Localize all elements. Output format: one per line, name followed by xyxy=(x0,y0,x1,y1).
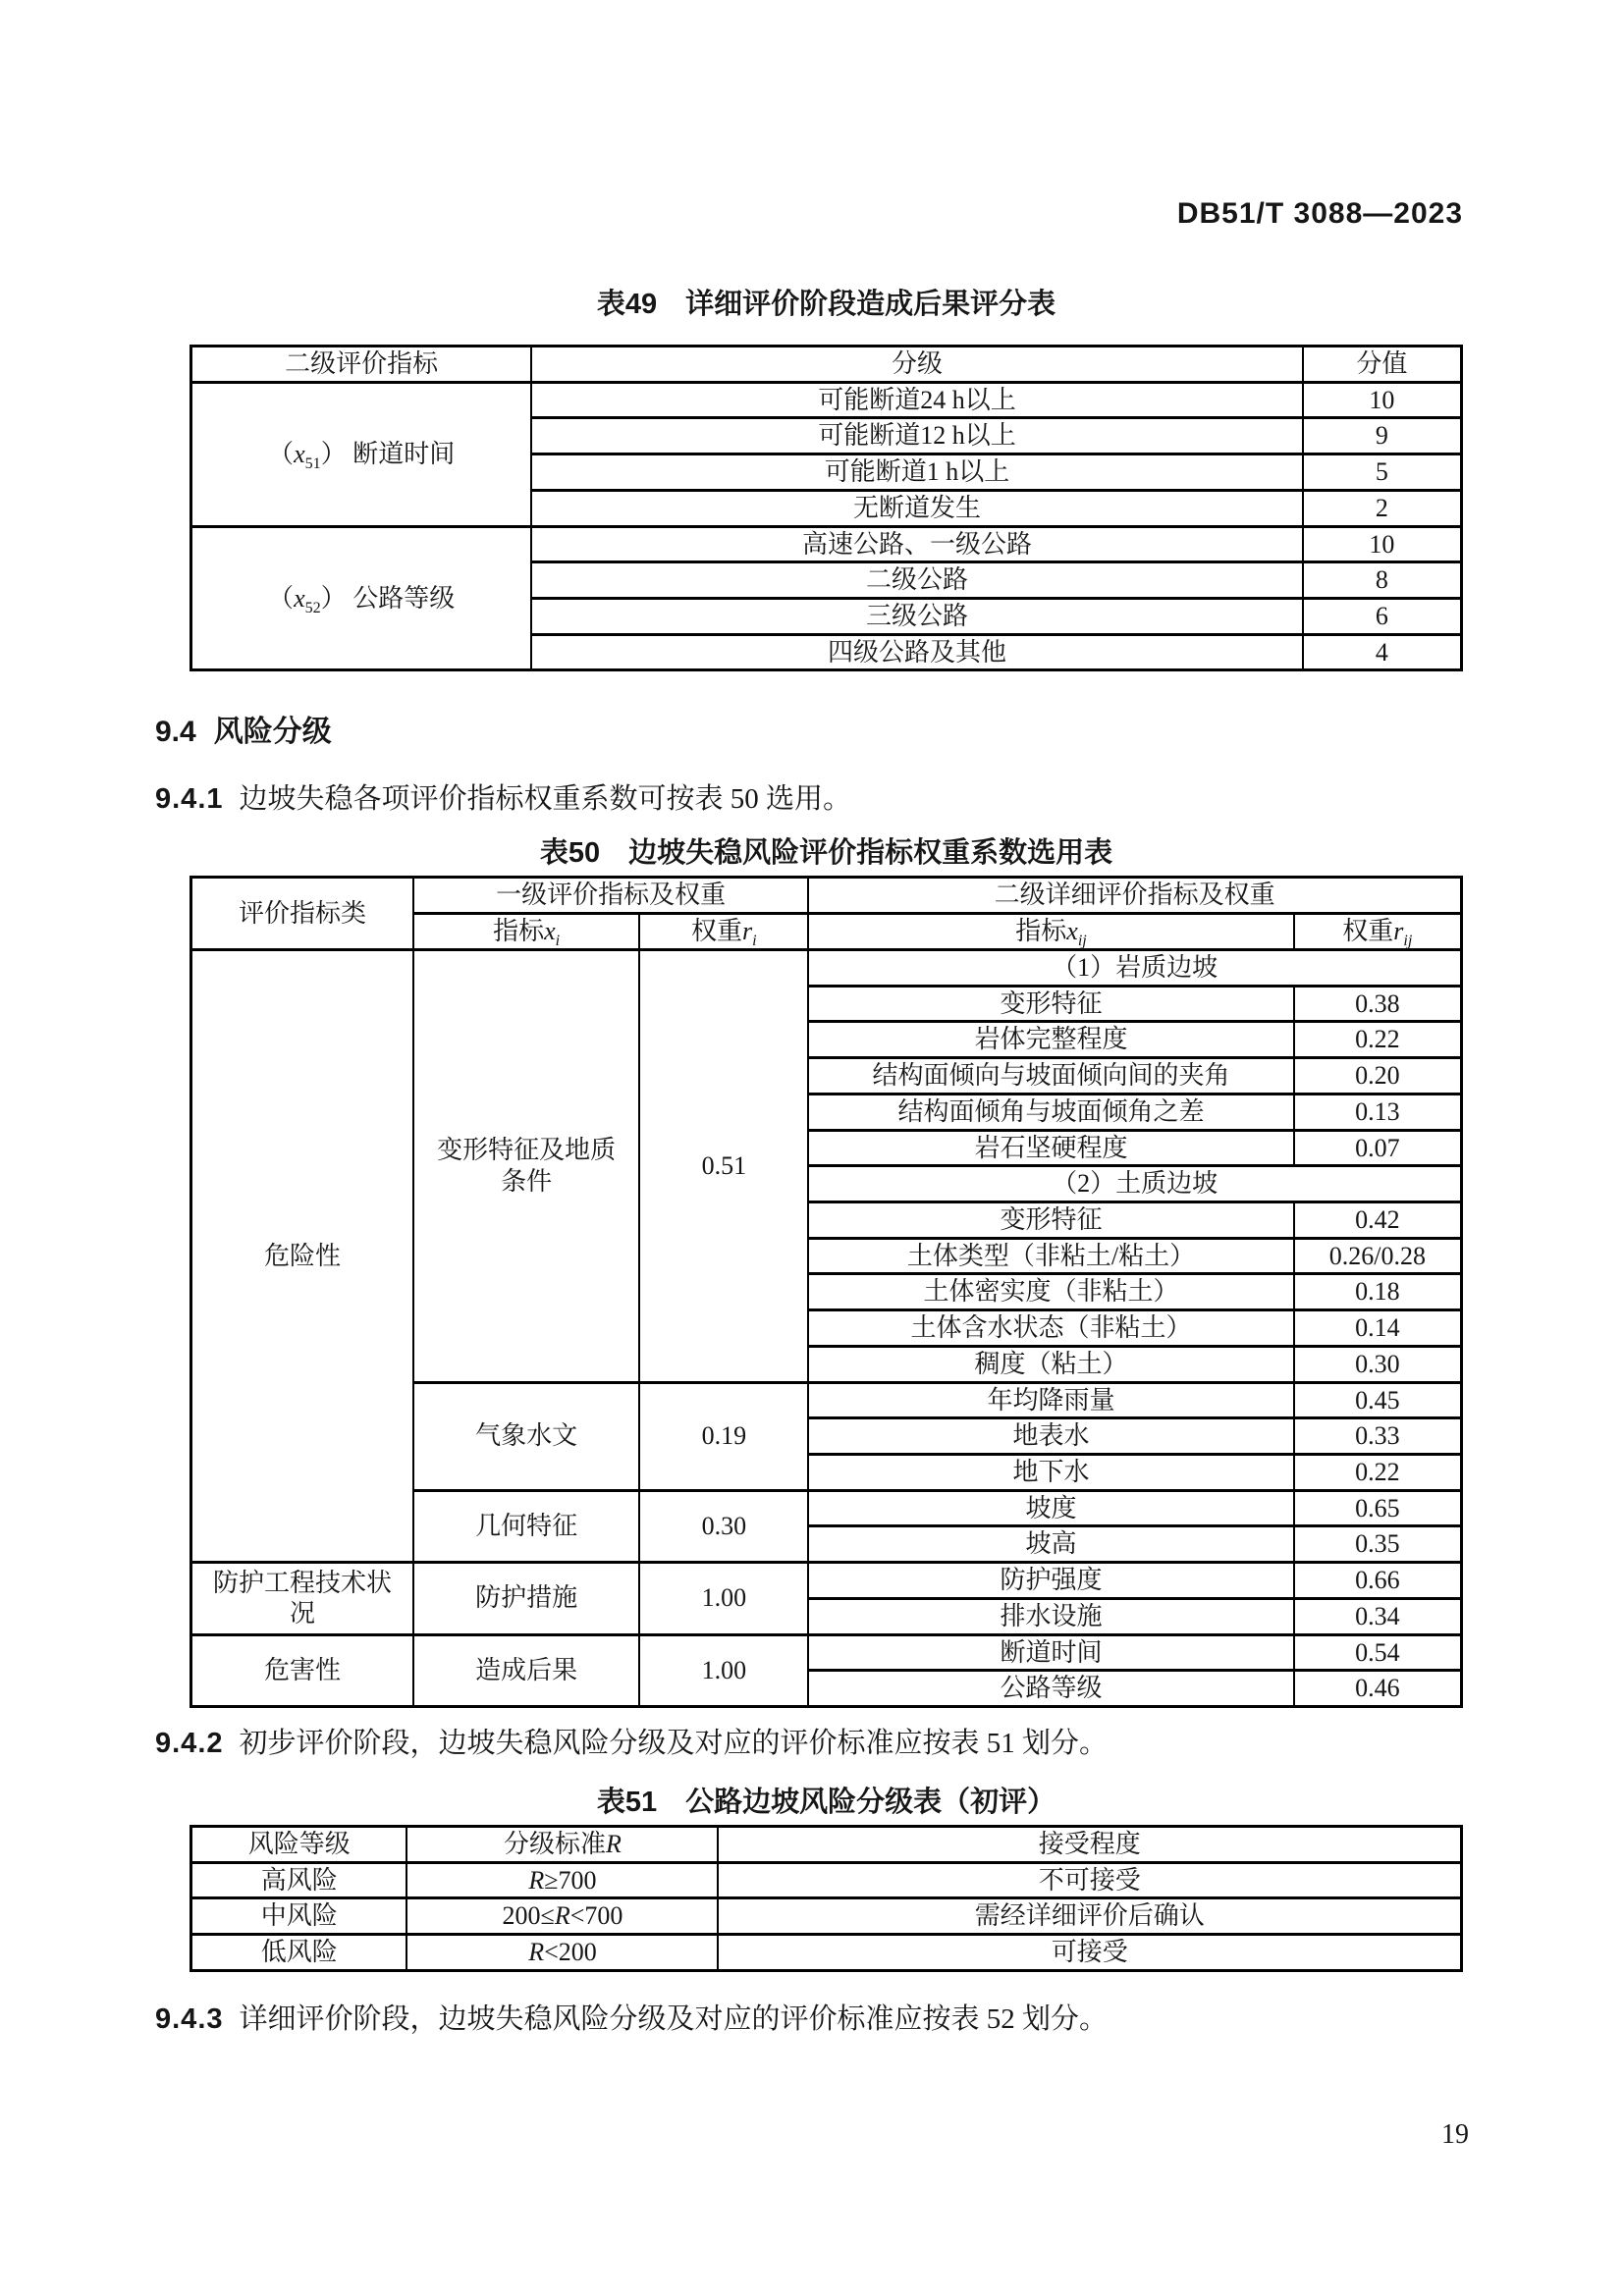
secondary-weight-cell: 0.33 xyxy=(1294,1418,1462,1455)
table-row xyxy=(191,526,1462,562)
score-cell: 8 xyxy=(1303,562,1462,599)
slope-type-span-cell: （2）土质边坡 xyxy=(808,1166,1461,1202)
header-sub: ij xyxy=(1077,933,1087,950)
secondary-indicator-cell: 土体类型（非粘土/粘土） xyxy=(808,1238,1293,1274)
score-cell: 4 xyxy=(1303,634,1462,670)
criterion-var: R xyxy=(528,1938,545,1967)
clause-text: 详细评价阶段，边坡失稳风险分级及对应的评价标准应按表 52 划分。 xyxy=(239,2002,1109,2035)
secondary-weight-cell: 0.30 xyxy=(1294,1346,1462,1382)
doc-code: DB51/T 3088—2023 xyxy=(1176,197,1463,230)
acceptance-cell: 需经详细评价后确认 xyxy=(718,1898,1461,1935)
header-var: r xyxy=(742,917,753,946)
table-row xyxy=(191,1862,1462,1898)
secondary-weight-cell: 0.45 xyxy=(1294,1382,1462,1418)
table-row xyxy=(191,1898,1462,1935)
grade-cell: 可能断道24 h以上 xyxy=(531,382,1302,418)
secondary-indicator-cell: 岩石坚硬程度 xyxy=(808,1130,1293,1166)
indicator-post: ） 公路等级 xyxy=(320,583,456,613)
section-title: 风险分级 xyxy=(213,716,332,749)
score-cell: 9 xyxy=(1303,418,1462,454)
secondary-weight-cell: 0.65 xyxy=(1294,1490,1462,1526)
secondary-weight-cell: 0.35 xyxy=(1294,1526,1462,1563)
table-row xyxy=(191,1563,1462,1599)
acceptance-cell: 不可接受 xyxy=(718,1862,1461,1898)
grade-cell: 三级公路 xyxy=(531,599,1302,635)
secondary-weight-cell: 0.22 xyxy=(1294,1022,1462,1058)
table50-title: 表50 边坡失稳风险评价指标权重系数选用表 xyxy=(539,837,1113,870)
table49-header-grade: 分级 xyxy=(531,347,1302,383)
table49 xyxy=(189,345,1463,671)
grade-cell: 无断道发生 xyxy=(531,490,1302,526)
indicator-var: x xyxy=(294,439,305,468)
grade-cell: 二级公路 xyxy=(531,562,1302,599)
secondary-indicator-cell: 变形特征 xyxy=(808,986,1293,1022)
criterion-var: R xyxy=(606,1830,622,1858)
score-cell: 5 xyxy=(1303,454,1462,491)
secondary-weight-cell: 0.22 xyxy=(1294,1454,1462,1490)
table50-header-primary-group: 一级评价指标及权重 xyxy=(413,878,808,914)
table50-header-secondary-group: 二级详细评价指标及权重 xyxy=(808,878,1461,914)
indicator-sub: 52 xyxy=(304,599,321,616)
risk-level-cell: 低风险 xyxy=(191,1935,407,1971)
secondary-weight-cell: 0.54 xyxy=(1294,1634,1462,1671)
criterion-cell xyxy=(406,1862,718,1898)
clause-text: 初步评价阶段，边坡失稳风险分级及对应的评价标准应按表 51 划分。 xyxy=(239,1728,1109,1759)
table-row xyxy=(191,949,1462,986)
secondary-indicator-cell: 岩体完整程度 xyxy=(808,1022,1293,1058)
secondary-indicator-cell: 断道时间 xyxy=(808,1634,1293,1671)
table51-header-level: 风险等级 xyxy=(191,1827,407,1863)
secondary-weight-cell: 0.07 xyxy=(1294,1130,1462,1166)
primary-indicator-cell: 防护措施 xyxy=(413,1563,639,1634)
header-sub: i xyxy=(752,933,757,950)
header-var: x xyxy=(1066,917,1078,946)
secondary-indicator-cell: 土体含水状态（非粘土） xyxy=(808,1310,1293,1347)
table50 xyxy=(189,876,1463,1708)
criterion-post: <700 xyxy=(569,1901,623,1931)
criterion-var: R xyxy=(528,1865,545,1895)
header-label: 指标 xyxy=(1015,917,1067,946)
criterion-cell xyxy=(406,1935,718,1971)
secondary-indicator-cell: 坡高 xyxy=(808,1526,1293,1563)
slope-type-span-cell: （1）岩质边坡 xyxy=(808,949,1461,986)
secondary-weight-cell: 0.18 xyxy=(1294,1274,1462,1310)
criterion-cell xyxy=(406,1898,718,1935)
clause-number: 9.4.1 xyxy=(155,783,224,816)
header-label: 权重 xyxy=(691,917,743,946)
primary-indicator-cell: 几何特征 xyxy=(413,1490,639,1562)
table49-header-score: 分值 xyxy=(1303,347,1462,383)
indicator-cell xyxy=(191,526,532,670)
table50-header-primary-indicator xyxy=(413,914,639,950)
secondary-weight-cell: 0.13 xyxy=(1294,1094,1462,1130)
table49-title: 表49 详细评价阶段造成后果评分表 xyxy=(596,289,1056,320)
criterion-label: 分级标准 xyxy=(504,1830,607,1858)
category-cell: 危险性 xyxy=(191,949,413,1562)
header-sub: i xyxy=(555,933,561,950)
clause-9-4-1 xyxy=(155,781,1463,817)
criterion-var: R xyxy=(554,1901,570,1931)
score-cell: 10 xyxy=(1303,526,1462,562)
secondary-indicator-cell: 防护强度 xyxy=(808,1563,1293,1599)
secondary-indicator-cell: 结构面倾角与坡面倾角之差 xyxy=(808,1094,1293,1130)
score-cell: 6 xyxy=(1303,599,1462,635)
secondary-indicator-cell: 变形特征 xyxy=(808,1201,1293,1238)
table51-header-acceptance: 接受程度 xyxy=(718,1827,1461,1863)
table50-header-category: 评价指标类 xyxy=(191,878,413,949)
header-var: r xyxy=(1393,917,1404,946)
primary-weight-cell: 0.30 xyxy=(639,1490,808,1562)
clause-text: 边坡失稳各项评价指标权重系数可按表 50 选用。 xyxy=(239,783,852,816)
score-cell: 2 xyxy=(1303,490,1462,526)
secondary-weight-cell: 0.14 xyxy=(1294,1310,1462,1347)
clause-number: 9.4.3 xyxy=(155,2002,224,2035)
category-cell: 防护工程技术状况 xyxy=(191,1563,413,1634)
header-label: 指标 xyxy=(493,917,545,946)
score-cell: 10 xyxy=(1303,382,1462,418)
table51-header-criterion xyxy=(406,1827,718,1863)
primary-weight-cell: 0.51 xyxy=(639,949,808,1382)
table50-header-secondary-weight xyxy=(1294,914,1462,950)
primary-indicator-cell: 变形特征及地质条件 xyxy=(413,949,639,1382)
grade-cell: 高速公路、一级公路 xyxy=(531,526,1302,562)
secondary-weight-cell: 0.46 xyxy=(1294,1671,1462,1707)
table50-header-secondary-indicator xyxy=(808,914,1293,950)
table51-header-row xyxy=(191,1827,1462,1863)
primary-weight-cell: 1.00 xyxy=(639,1634,808,1706)
secondary-weight-cell: 0.20 xyxy=(1294,1058,1462,1095)
secondary-indicator-cell: 坡度 xyxy=(808,1490,1293,1526)
indicator-post: ） 断道时间 xyxy=(320,439,456,468)
secondary-weight-cell: 0.42 xyxy=(1294,1201,1462,1238)
header-sub: ij xyxy=(1403,933,1413,950)
secondary-indicator-cell: 排水设施 xyxy=(808,1598,1293,1634)
clause-number: 9.4.2 xyxy=(155,1728,224,1759)
clause-9-4-2 xyxy=(155,1726,1463,1761)
secondary-indicator-cell: 公路等级 xyxy=(808,1671,1293,1707)
table50-header-row-1 xyxy=(191,878,1462,914)
grade-cell: 可能断道1 h以上 xyxy=(531,454,1302,491)
table50-header-primary-weight xyxy=(639,914,808,950)
table49-header-row xyxy=(191,347,1462,383)
category-cell: 危害性 xyxy=(191,1634,413,1706)
header-var: x xyxy=(544,917,556,946)
grade-cell: 四级公路及其他 xyxy=(531,634,1302,670)
indicator-pre: （ xyxy=(268,583,295,613)
indicator-var: x xyxy=(294,583,305,613)
primary-weight-cell: 0.19 xyxy=(639,1382,808,1490)
criterion-post: ≥700 xyxy=(544,1865,597,1895)
header-label: 权重 xyxy=(1342,917,1394,946)
risk-level-cell: 中风险 xyxy=(191,1898,407,1935)
table-row xyxy=(191,382,1462,418)
secondary-weight-cell: 0.66 xyxy=(1294,1563,1462,1599)
primary-indicator-cell: 气象水文 xyxy=(413,1382,639,1490)
secondary-weight-cell: 0.26/0.28 xyxy=(1294,1238,1462,1274)
page-number: 19 xyxy=(1441,2119,1469,2150)
acceptance-cell: 可接受 xyxy=(718,1935,1461,1971)
grade-cell: 可能断道12 h以上 xyxy=(531,418,1302,454)
secondary-indicator-cell: 土体密实度（非粘土） xyxy=(808,1274,1293,1310)
secondary-indicator-cell: 稠度（粘土） xyxy=(808,1346,1293,1382)
section-number: 9.4 xyxy=(155,716,196,749)
table-row xyxy=(191,1634,1462,1671)
table-row xyxy=(191,1935,1462,1971)
table49-header-indicator: 二级评价指标 xyxy=(191,347,532,383)
criterion-post: <200 xyxy=(544,1938,597,1967)
risk-level-cell: 高风险 xyxy=(191,1862,407,1898)
indicator-pre: （ xyxy=(268,439,295,468)
section-heading xyxy=(155,715,1463,750)
table51-title: 表51 公路边坡风险分级表（初评） xyxy=(596,1787,1056,1818)
primary-weight-cell: 1.00 xyxy=(639,1563,808,1634)
secondary-weight-cell: 0.38 xyxy=(1294,986,1462,1022)
primary-indicator-cell: 造成后果 xyxy=(413,1634,639,1706)
table51 xyxy=(189,1825,1463,1972)
criterion-pre: 200≤ xyxy=(502,1901,555,1931)
secondary-indicator-cell: 年均降雨量 xyxy=(808,1382,1293,1418)
indicator-cell xyxy=(191,382,532,526)
indicator-sub: 51 xyxy=(304,454,321,472)
secondary-indicator-cell: 地表水 xyxy=(808,1418,1293,1455)
secondary-indicator-cell: 结构面倾向与坡面倾向间的夹角 xyxy=(808,1058,1293,1095)
clause-9-4-3 xyxy=(155,2002,1463,2037)
secondary-indicator-cell: 地下水 xyxy=(808,1454,1293,1490)
secondary-weight-cell: 0.34 xyxy=(1294,1598,1462,1634)
